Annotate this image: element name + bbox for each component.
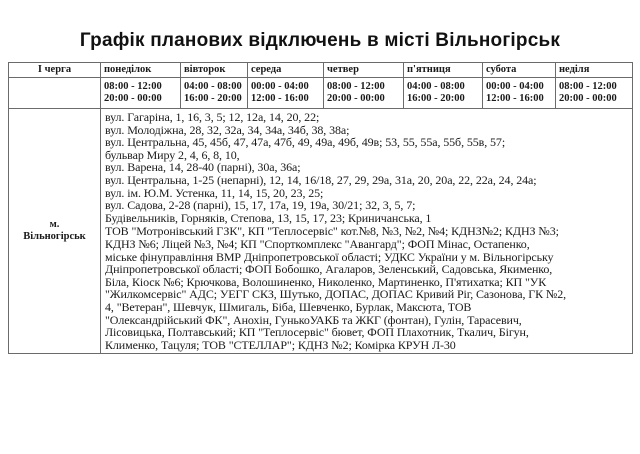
location-name: Вільногірськ bbox=[23, 231, 86, 243]
time-slot: 12:00 - 16:00 bbox=[486, 93, 544, 104]
time-cell bbox=[181, 78, 248, 109]
times-row bbox=[9, 78, 633, 109]
time-slot: 08:00 - 12:00 bbox=[327, 81, 385, 92]
organization-line: КДНЗ №6; Ліцей №3, №4; КП "Спорткомплекс "Авангард"; ФОП Мінас, Остапенко, bbox=[105, 236, 530, 251]
time-slot: 08:00 - 12:00 bbox=[104, 81, 162, 92]
empty-cell bbox=[9, 78, 101, 109]
time-slot: 00:00 - 04:00 bbox=[251, 81, 309, 92]
street-line: вул. Центральна, 1-25 (непарні), 12, 14, 16/18, 27, 29, 29а, 31а, 20, 20а, 22, 22а, 24, 24а; bbox=[105, 172, 537, 187]
organization-line: 4, "Ветеран", Шевчук, Шмигаль, Біба, Шевченко, Бурлак, Максюта, ТОВ bbox=[105, 299, 472, 314]
organization-line: Біла, Кіоск №6; Крючкова, Волошиненко, Николенко, Мартиненко, П'ятихатка; КП "УК bbox=[105, 274, 547, 289]
street-line: вул. Садова, 2-28 (парні), 15, 17, 17а, 19, 19а, 30/21; 32, 3, 5, 7; bbox=[105, 198, 416, 213]
day-header: понеділок bbox=[101, 63, 181, 78]
address-list bbox=[101, 109, 633, 354]
queue-label: І черга bbox=[9, 63, 101, 78]
day-header: четвер bbox=[324, 63, 404, 78]
organization-line: Клименко, Тацуля; ТОВ "СТЕЛЛАР"; КДНЗ №2; Комірка КРУН Л-30 bbox=[105, 337, 456, 352]
time-cell bbox=[404, 78, 483, 109]
time-slot: 20:00 - 00:00 bbox=[559, 93, 617, 104]
organization-line: Лісовицька, Полтавський; КП "Теплосервіс" бювет, ФОП Плахотник, Ткалич, Бігун, bbox=[105, 325, 529, 340]
street-line: вул. Гагаріна, 1, 16, 3, 5; 12, 12а, 14, 20, 22; bbox=[105, 110, 320, 124]
street-line: вул. Центральна, 45, 45б, 47, 47а, 47б, 49, 49а, 49б, 49в; 53, 55, 55а, 55б, 55в, 57; bbox=[105, 135, 506, 150]
street-line: вул. Варена, 14, 28-40 (парні), 30а, 36а; bbox=[105, 160, 301, 175]
time-slot: 08:00 - 12:00 bbox=[559, 81, 617, 92]
header-row bbox=[9, 63, 633, 78]
time-slot: 16:00 - 20:00 bbox=[407, 93, 465, 104]
organization-line: ТОВ "Мотронівський ГЗК", КП "Теплосервіс" кот.№8, №3, №2, №4; КДНЗ№2; КДНЗ №3; bbox=[105, 224, 559, 239]
time-cell bbox=[324, 78, 404, 109]
street-line: вул. Молодіжна, 28, 32, 32а, 34, 34а, 34б, 38, 38а; bbox=[105, 122, 350, 137]
time-slot: 00:00 - 04:00 bbox=[486, 81, 544, 92]
day-header: неділя bbox=[556, 63, 633, 78]
time-cell bbox=[248, 78, 324, 109]
organizations-list bbox=[105, 225, 628, 351]
time-slot: 12:00 - 16:00 bbox=[251, 93, 309, 104]
addresses-row bbox=[9, 109, 633, 354]
location-prefix: м. bbox=[49, 219, 60, 231]
organization-line: міське фінуправління ВМР Дніпропетровської області; УДКС України у м. Вільногірську bbox=[105, 249, 554, 264]
organization-line: Дніпропетровської області; ФОП Бобошко, Агаларов, Зеленський, Садовська, Якименко, bbox=[105, 262, 553, 277]
time-slot: 04:00 - 08:00 bbox=[407, 81, 465, 92]
organization-line: "Олександрійський ФК", Анохін, ГунькоУАКБ та ЖКГ (фонтан), Гулін, Тарасевич, bbox=[105, 312, 522, 327]
location-cell bbox=[9, 109, 101, 354]
schedule-table bbox=[8, 62, 633, 354]
time-slot: 16:00 - 20:00 bbox=[184, 93, 242, 104]
day-header: середа bbox=[248, 63, 324, 78]
time-cell bbox=[556, 78, 633, 109]
time-cell bbox=[101, 78, 181, 109]
day-header: п'ятниця bbox=[404, 63, 483, 78]
time-slot: 20:00 - 00:00 bbox=[104, 93, 162, 104]
time-slot: 04:00 - 08:00 bbox=[184, 81, 242, 92]
organization-line: "Жилкомсервіс" АДС; УЕГГ СКЗ, Шутько, ДОПАС, ДОПАС Кривий Ріг, Сазонова, ГК №2, bbox=[105, 287, 567, 302]
day-header: вівторок bbox=[181, 63, 248, 78]
time-slot: 20:00 - 00:00 bbox=[327, 93, 385, 104]
time-cell bbox=[483, 78, 556, 109]
day-header: субота bbox=[483, 63, 556, 78]
street-line: вул. ім. Ю.М. Устенка, 11, 14, 15, 20, 23, 25; bbox=[105, 185, 324, 200]
street-line: бульвар Миру 2, 4, 6, 8, 10, bbox=[105, 147, 240, 162]
page-title: Графік планових відключень в місті Вільногірськ bbox=[79, 30, 561, 51]
street-line: Будівельників, Горняків, Степова, 13, 15, 17, 23; Криничанська, 1 bbox=[105, 210, 432, 225]
